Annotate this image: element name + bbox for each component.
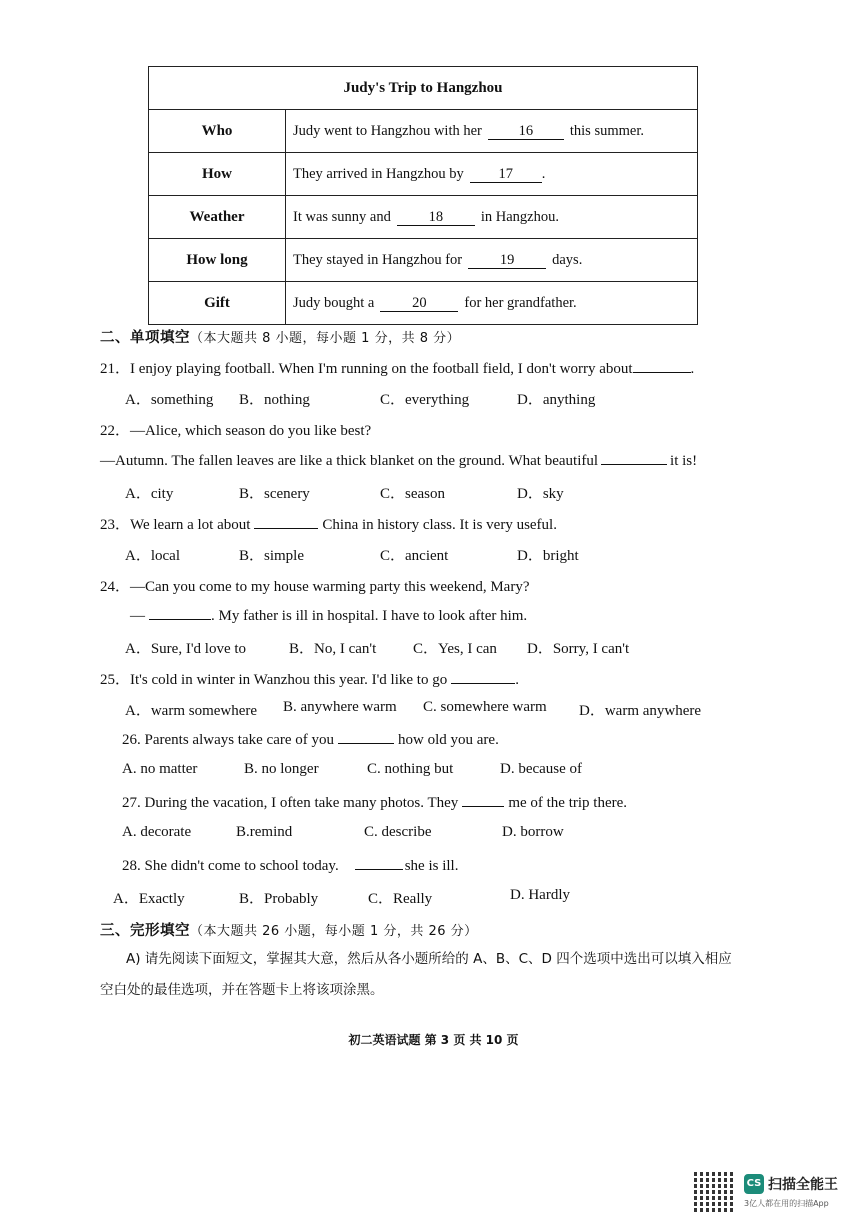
- option: D. Hardly: [510, 887, 570, 903]
- table-row: [149, 239, 698, 282]
- answer-blank: [254, 515, 318, 529]
- section-heading: 二、单项填空（本大题共 8 小题，每小题 1 分，共 8 分）: [100, 330, 461, 346]
- scanner-watermark: [694, 1170, 854, 1214]
- options-24: [125, 637, 745, 657]
- option: D．anything: [517, 392, 596, 408]
- row-text: Judy went to Hangzhou with her 16 this summer.: [286, 110, 698, 153]
- qr-code-icon: [694, 1170, 736, 1212]
- options-27: [122, 824, 742, 844]
- option: A．Sure, I'd love to: [125, 641, 247, 657]
- options-26: [122, 761, 742, 781]
- question-24: 24．—Can you come to my house warming party this weekend, Mary?: [100, 579, 530, 595]
- option: D．Sorry, I can't: [527, 641, 630, 657]
- option: B．nothing: [239, 392, 310, 408]
- option: A. decorate: [122, 824, 192, 840]
- row-label: Weather: [149, 196, 286, 239]
- answer-blank: [601, 451, 667, 465]
- table-title: Judy's Trip to Hangzhou: [149, 67, 698, 110]
- page-footer: 初二英语试题 第 3 页 共 10 页: [348, 1033, 519, 1047]
- option: D. borrow: [502, 824, 564, 840]
- blank-number: 20: [380, 296, 458, 312]
- option: B．simple: [239, 548, 305, 564]
- answer-blank: [355, 856, 403, 870]
- brand-name: 扫描全能王: [768, 1177, 838, 1193]
- option: B．scenery: [239, 486, 310, 502]
- table-row: [149, 282, 698, 325]
- option: A．warm somewhere: [125, 703, 258, 719]
- blank-number: 18: [397, 210, 475, 226]
- table-row: [149, 153, 698, 196]
- option: B．Probably: [239, 891, 319, 907]
- answer-blank: [149, 606, 211, 620]
- option: A. no matter: [122, 761, 198, 777]
- options-21: [125, 388, 745, 408]
- option: C．Yes, I can: [413, 641, 497, 657]
- cloze-instruction: A) 请先阅读下面短文，掌握其大意，然后从各小题所给的 A、B、C、D 四个选项中选出可以填入相应 空白处的最佳选项，并在答题卡上将该项涂黑。: [100, 951, 732, 998]
- option: C. nothing but: [367, 761, 454, 777]
- blank-number: 19: [468, 253, 546, 269]
- question-22-line2: —Autumn. The fallen leaves are like a thick blanket on the ground. What beautiful it is!: [100, 453, 698, 469]
- question-26: 26. Parents always take care of you how old you are.: [122, 732, 499, 748]
- question-28: 28. She didn't come to school today. she is ill.: [122, 858, 459, 874]
- option: C．Really: [368, 891, 433, 907]
- trip-table: [148, 66, 698, 325]
- camscanner-logo-icon: CS: [744, 1174, 764, 1194]
- option: B．No, I can't: [289, 641, 377, 657]
- option: A．Exactly: [113, 891, 185, 907]
- answer-blank: [633, 359, 691, 373]
- row-label: How long: [149, 239, 286, 282]
- option: C. describe: [364, 824, 432, 840]
- option: A．something: [125, 392, 214, 408]
- question-21: 21．I enjoy playing football. When I'm running on the football field, I don't worry about .: [100, 361, 695, 377]
- option: C．season: [380, 486, 445, 502]
- option: A．local: [125, 548, 180, 564]
- question-23: 23．We learn a lot about China in history class. It is very useful.: [100, 517, 557, 533]
- table-row: [149, 196, 698, 239]
- option: C．ancient: [380, 548, 449, 564]
- option: D．warm anywhere: [579, 703, 702, 719]
- option: B.remind: [236, 824, 293, 840]
- row-text: They stayed in Hangzhou for 19 days.: [286, 239, 698, 282]
- option: B. no longer: [244, 761, 319, 777]
- row-text: They arrived in Hangzhou by 17 .: [286, 153, 698, 196]
- option: B. anywhere warm: [283, 699, 397, 715]
- answer-blank: [451, 670, 515, 684]
- question-24-line2: — . My father is ill in hospital. I have to look after him.: [130, 608, 528, 624]
- option: C．everything: [380, 392, 470, 408]
- row-label: How: [149, 153, 286, 196]
- options-22: [125, 482, 745, 502]
- row-label: Who: [149, 110, 286, 153]
- section-heading: 三、完形填空（本大题共 26 小题，每小题 1 分，共 26 分）: [100, 923, 478, 939]
- row-text: Judy bought a 20 for her grandfather.: [286, 282, 698, 325]
- option: A．city: [125, 486, 174, 502]
- question-27: 27. During the vacation, I often take many photos. They me of the trip there.: [122, 795, 628, 811]
- answer-blank: [462, 793, 504, 807]
- option: C. somewhere warm: [423, 699, 547, 715]
- options-25: [125, 699, 745, 719]
- answer-blank: [338, 730, 394, 744]
- blank-number: 16: [488, 124, 564, 140]
- options-23: [125, 544, 745, 564]
- question-25: 25．It's cold in winter in Wanzhou this year. I'd like to go .: [100, 672, 519, 688]
- option: D. because of: [500, 761, 583, 777]
- options-28: [113, 887, 733, 907]
- blank-number: 17: [470, 167, 542, 183]
- question-22: 22．—Alice, which season do you like best?: [100, 423, 372, 439]
- option: D．bright: [517, 548, 579, 564]
- brand-tagline: 3亿人都在用的扫描App: [744, 1199, 829, 1208]
- row-text: It was sunny and 18 in Hangzhou.: [286, 196, 698, 239]
- row-label: Gift: [149, 282, 286, 325]
- option: D．sky: [517, 486, 564, 502]
- table-row: [149, 110, 698, 153]
